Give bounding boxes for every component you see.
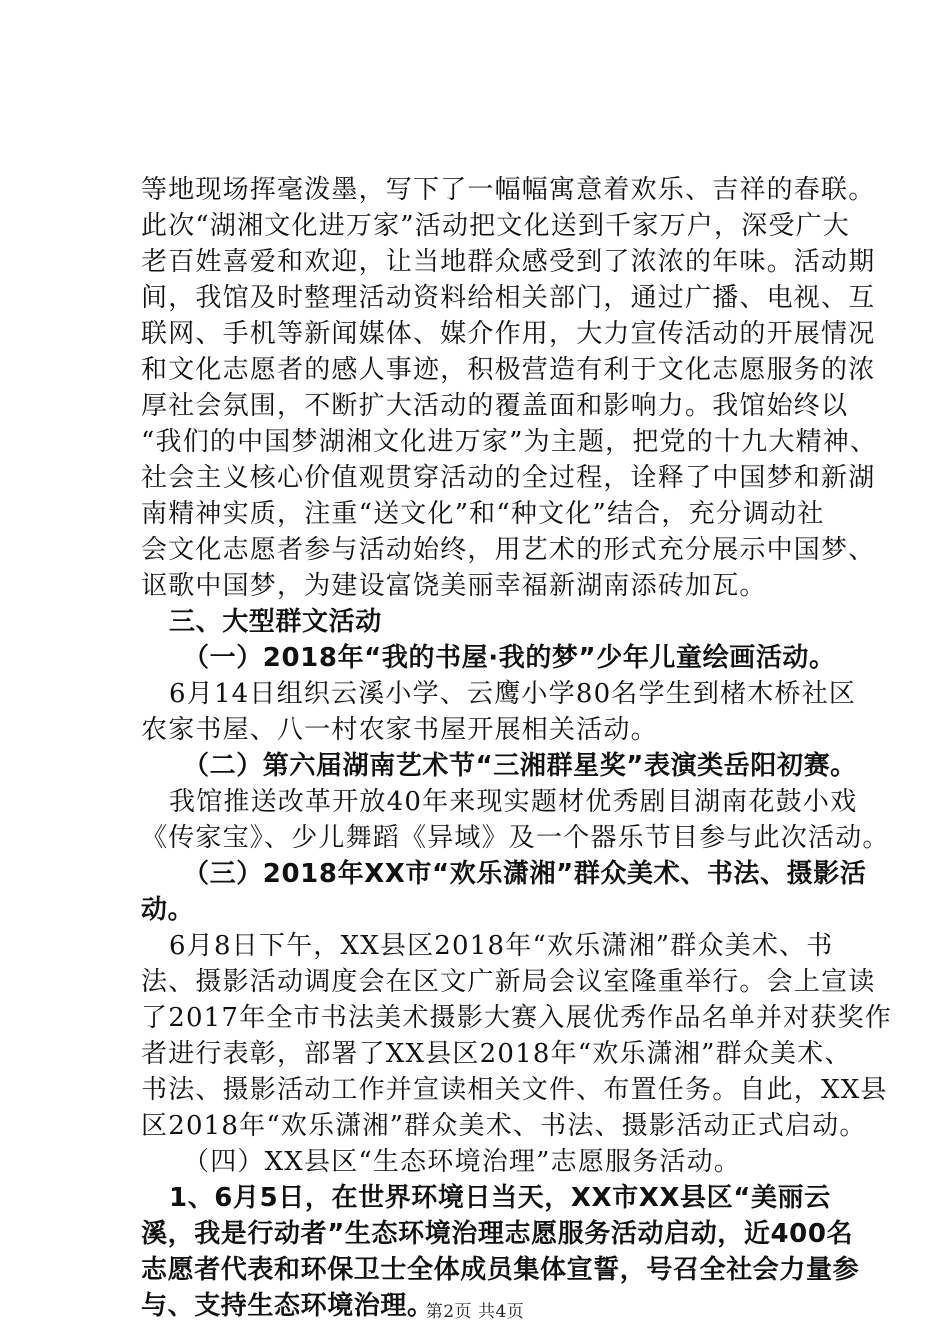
paragraph-line: 书法、摄影活动工作并宣读相关文件、布置任务。自此，XX县 [141,1075,888,1105]
paragraph-line: 此次“湖湘文化进万家”活动把文化送到千家万户，深受广大 [141,211,850,241]
paragraph-line: 《传家宝》、少儿舞蹈《异域》及一个器乐节目参与此次活动。 [141,823,890,853]
paragraph-line: 等地现场挥毫泼墨，写下了一幅幅寓意着欢乐、吉祥的春联。 [141,175,876,205]
subsection-heading: （一）2018年“我的书屋·我的梦”少年儿童绘画活动。 [183,643,836,673]
paragraph-line: “我们的中国梦湖湘文化进万家”为主题，把党的十九大精神、 [141,427,878,457]
paragraph-line: 区2018年“欢乐潇湘”群众美术、书法、摄影活动正式启动。 [141,1111,867,1141]
paragraph-line: 间，我馆及时整理活动资料给相关部门，通过广播、电视、互 [141,283,876,313]
paragraph-line: 1、6月5日，在世界环境日当天，XX市XX县区“美丽云 [169,1183,831,1213]
paragraph-line: 溪，我是行动者”生态环境治理志愿服务活动启动，近400名 [141,1219,854,1249]
paragraph-line: 者进行表彰，部署了XX县区2018年“欢乐潇湘”群众美术、 [141,1039,852,1069]
subsection-heading: （四）XX县区“生态环境治理”志愿服务活动。 [183,1147,742,1177]
document-body [141,172,892,1324]
paragraph-line: 农家书屋、八一村农家书屋开展相关活动。 [141,715,658,745]
subsection-heading-continued: 动。 [141,895,195,925]
paragraph-line: 我馆推送改革开放40年来现实题材优秀剧目湖南花鼓小戏 [169,787,858,817]
paragraph-line: 与、支持生态环境治理。 [141,1291,434,1321]
paragraph-line: 志愿者代表和环保卫士全体成员集体宣誓，号召全社会力量参 [141,1255,860,1285]
page-number-footer: 第2页 共4页 [425,1302,525,1322]
paragraph-line: 社会主义核心价值观贯穿活动的全过程，诠释了中国梦和新湖 [141,463,876,493]
paragraph-line: 6月8日下午，XX县区2018年“欢乐潇湘”群众美术、书 [169,931,834,961]
subsection-heading: （二）第六届湖南艺术节“三湘群星奖”表演类岳阳初赛。 [183,751,857,781]
paragraph-line: 6月14日组织云溪小学、云鹰小学80名学生到楮木桥社区 [169,679,857,709]
paragraph-line: 会文化志愿者参与活动始终，用艺术的形式充分展示中国梦、 [141,535,876,565]
paragraph-line: 讴歌中国梦，为建设富饶美丽幸福新湖南添砖加瓦。 [141,571,767,601]
paragraph-line: 联网、手机等新闻媒体、媒介作用，大力宣传活动的开展情况 [141,319,876,349]
paragraph-line: 了2017年全市书法美术摄影大赛入展优秀作品名单并对获奖作 [141,1003,892,1033]
section-heading: 三、大型群文活动 [169,607,382,637]
paragraph-line: 南精神实质，注重“送文化”和“种文化”结合，充分调动社 [141,499,825,529]
paragraph-line: 法、摄影活动调度会在区文广新局会议室隆重举行。会上宣读 [141,967,876,997]
paragraph-line: 和文化志愿者的感人事迹，积极营造有利于文化志愿服务的浓 [141,355,876,385]
paragraph-line: 厚社会氛围，不断扩大活动的覆盖面和影响力。我馆始终以 [141,391,849,421]
subsection-heading: （三）2018年XX市“欢乐潇湘”群众美术、书法、摄影活 [183,859,867,889]
paragraph-line: 老百姓喜爱和欢迎，让当地群众感受到了浓浓的年味。活动期 [141,247,876,277]
